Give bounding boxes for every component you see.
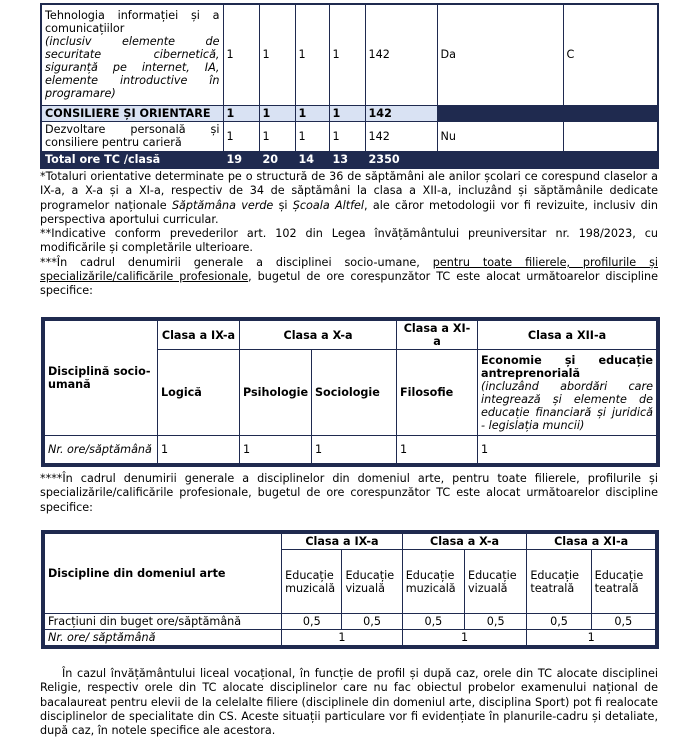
footnote-3-text: ***În cadrul denumirii generale a disciplinei socio-umane, — [40, 255, 433, 269]
dezvoltare-x: 1 — [259, 121, 295, 151]
table-row — [45, 614, 656, 630]
discipline-cell: Educație muzicală — [282, 550, 342, 614]
footnote-1-conj: și — [273, 198, 293, 212]
subject-cell — [41, 4, 223, 105]
discipline-cell: Psihologie — [240, 350, 312, 436]
table-row — [41, 121, 658, 151]
hours-ix: 1 — [223, 4, 259, 105]
class-header: Clasa a XI-a — [397, 321, 478, 350]
fraction-cell: 0,5 — [591, 614, 655, 630]
discipline-cell: Educație muzicală — [402, 550, 464, 614]
table-row — [45, 321, 657, 350]
consiliere-ix: 1 — [223, 105, 259, 121]
discipline-cell: Logică — [158, 350, 240, 436]
dezvoltare-xi: 1 — [295, 121, 329, 151]
footnote-1-program-2: Școala Altfel — [292, 198, 365, 212]
consiliere-filler — [437, 105, 658, 121]
dezvoltare-extra: Nu — [437, 121, 563, 151]
fraction-cell: 0,5 — [402, 614, 464, 630]
table-row — [41, 105, 658, 121]
table-row — [45, 534, 656, 550]
economie-details: (incluzând abordări care integrează și elemente de educație financiară și juridică - legislația muncii) — [481, 379, 654, 432]
total-x: 20 — [259, 151, 295, 168]
table-row — [45, 630, 656, 646]
table-row — [41, 4, 658, 105]
footnote-2: **Indicative conform prevederilor art. 102 din Legea învățământului preuniversitar nr. 198/2023, cu modificările și completările ulterioare. — [40, 227, 658, 255]
row-label: Discipline din domeniul arte — [45, 534, 282, 614]
hours-total: 142 — [365, 4, 437, 105]
arts-table — [44, 533, 656, 646]
subject-name: Tehnologia informației și a comunicațiilor — [45, 9, 220, 36]
class-header: Clasa a XII-a — [478, 321, 657, 350]
core-curriculum-table — [40, 3, 659, 169]
dezvoltare-empty — [563, 121, 658, 151]
economie-cell — [478, 350, 657, 436]
hours-xii: 1 — [329, 4, 365, 105]
fraction-cell: 0,5 — [465, 614, 527, 630]
hours-label: Nr. ore/săptămână — [45, 436, 158, 464]
hours-xi: 1 — [295, 4, 329, 105]
socio-humanities-table — [44, 320, 657, 464]
footnote-1-program-1: Săptămâna verde — [171, 198, 274, 212]
hours-cell: 1 — [240, 436, 312, 464]
class-header: Clasa a X-a — [240, 321, 397, 350]
discipline-cell: Educație vizuală — [465, 550, 527, 614]
class-header: Clasa a X-a — [402, 534, 527, 550]
total-xii: 13 — [329, 151, 365, 168]
dezvoltare-label: Dezvoltare personală și consiliere pentru carieră — [41, 121, 223, 151]
fraction-cell: 0,5 — [527, 614, 591, 630]
socio-humanities-table-frame — [41, 317, 660, 467]
consiliere-x: 1 — [259, 105, 295, 121]
table-row — [45, 436, 657, 464]
footnote-1 — [40, 170, 658, 227]
hours-cell: 1 — [158, 436, 240, 464]
hours-cell: 1 — [312, 436, 397, 464]
hours-cell: 1 — [402, 630, 527, 646]
discipline-cell: Filosofie — [397, 350, 478, 436]
class-header: Clasa a IX-a — [158, 321, 240, 350]
footnote-4: ****În cadrul denumirii generale a disciplinelor din domeniul arte, pentru toate filierele, profilurile și specializările/calificările profesionale, bugetul de ore corespunzător TC este alocat următoarelor discipline specifice: — [40, 472, 658, 514]
total-filler — [437, 151, 658, 168]
dezvoltare-total: 142 — [365, 121, 437, 151]
footnote-1-end: , ale căror metodologii vor fi revizuite, inclusiv din perspectiva aportului curricular. — [40, 198, 658, 226]
fractions-label: Fracțiuni din buget ore/săptămână — [45, 614, 282, 630]
discipline-cell: Educație teatrală — [591, 550, 655, 614]
hours-cell: 1 — [478, 436, 657, 464]
footnote-3 — [40, 256, 658, 299]
footnote-3-underlined: pentru toate filierele, profilurile și specializările/calificările profesionale — [40, 255, 659, 284]
consiliere-xii: 1 — [329, 105, 365, 121]
footnote-3-end: , bugetul de ore corespunzător TC este alocat următoarelor discipline specifice: — [40, 270, 658, 298]
row-label: Disciplină socio-umană — [45, 321, 158, 436]
extra-col-1: Da — [437, 4, 563, 105]
hours-cell: 1 — [527, 630, 656, 646]
consiliere-label: CONSILIERE ȘI ORIENTARE — [41, 105, 223, 121]
dezvoltare-xii: 1 — [329, 121, 365, 151]
final-paragraph: În cazul învățământului liceal vocațional, în funcție de profil și după caz, orele din TC alocate disciplinei Religie, respectiv orele din TC alocate disciplinelor care nu fac obiectul probelor examenului național de bacalaureat pentru elevii de la celelalte filiere (disciplinele din domeniul arte, disciplina Sport) pot fi realocate disciplinelor de specialitate din CS. Aceste situații particulare vor fi evidențiate în planurile-cadru și detaliate, după caz, în notele specifice ale acestora. — [40, 667, 658, 738]
total-xi: 14 — [295, 151, 329, 168]
hours-x: 1 — [259, 4, 295, 105]
arts-table-frame — [41, 530, 659, 649]
hours-cell: 1 — [397, 436, 478, 464]
discipline-cell: Educație teatrală — [527, 550, 591, 614]
class-header: Clasa a IX-a — [282, 534, 403, 550]
discipline-cell: Educație vizuală — [342, 550, 402, 614]
discipline-cell: Sociologie — [312, 350, 397, 436]
footnote-1-text: *Totaluri orientative determinate pe o structură de 36 de săptămâni ale anilor școlari ce corespund claselor a IX-a, a X-a și a XI-a, respectiv de 34 de săptămâni la clasa a XII-a, incluzând și săptămânile dedicate programelor naționale — [40, 170, 658, 212]
subject-details: (inclusiv elemente de securitate cibernetică, siguranță pe internet, IA, elemente introductive în programare) — [45, 35, 220, 101]
footnotes — [40, 170, 658, 299]
total-label: Total ore TC /clasă — [41, 151, 223, 168]
economie-title: Economie și educație antreprenorială — [481, 353, 654, 380]
fraction-cell: 0,5 — [342, 614, 402, 630]
consiliere-xi: 1 — [295, 105, 329, 121]
fraction-cell: 0,5 — [282, 614, 342, 630]
dezvoltare-ix: 1 — [223, 121, 259, 151]
consiliere-total: 142 — [365, 105, 437, 121]
total-total: 2350 — [365, 151, 437, 168]
class-header: Clasa a XI-a — [527, 534, 656, 550]
hours-cell: 1 — [282, 630, 403, 646]
extra-col-2: C — [563, 4, 658, 105]
hours-label: Nr. ore/ săptămână — [45, 630, 282, 646]
total-ix: 19 — [223, 151, 259, 168]
table-row — [41, 151, 658, 168]
